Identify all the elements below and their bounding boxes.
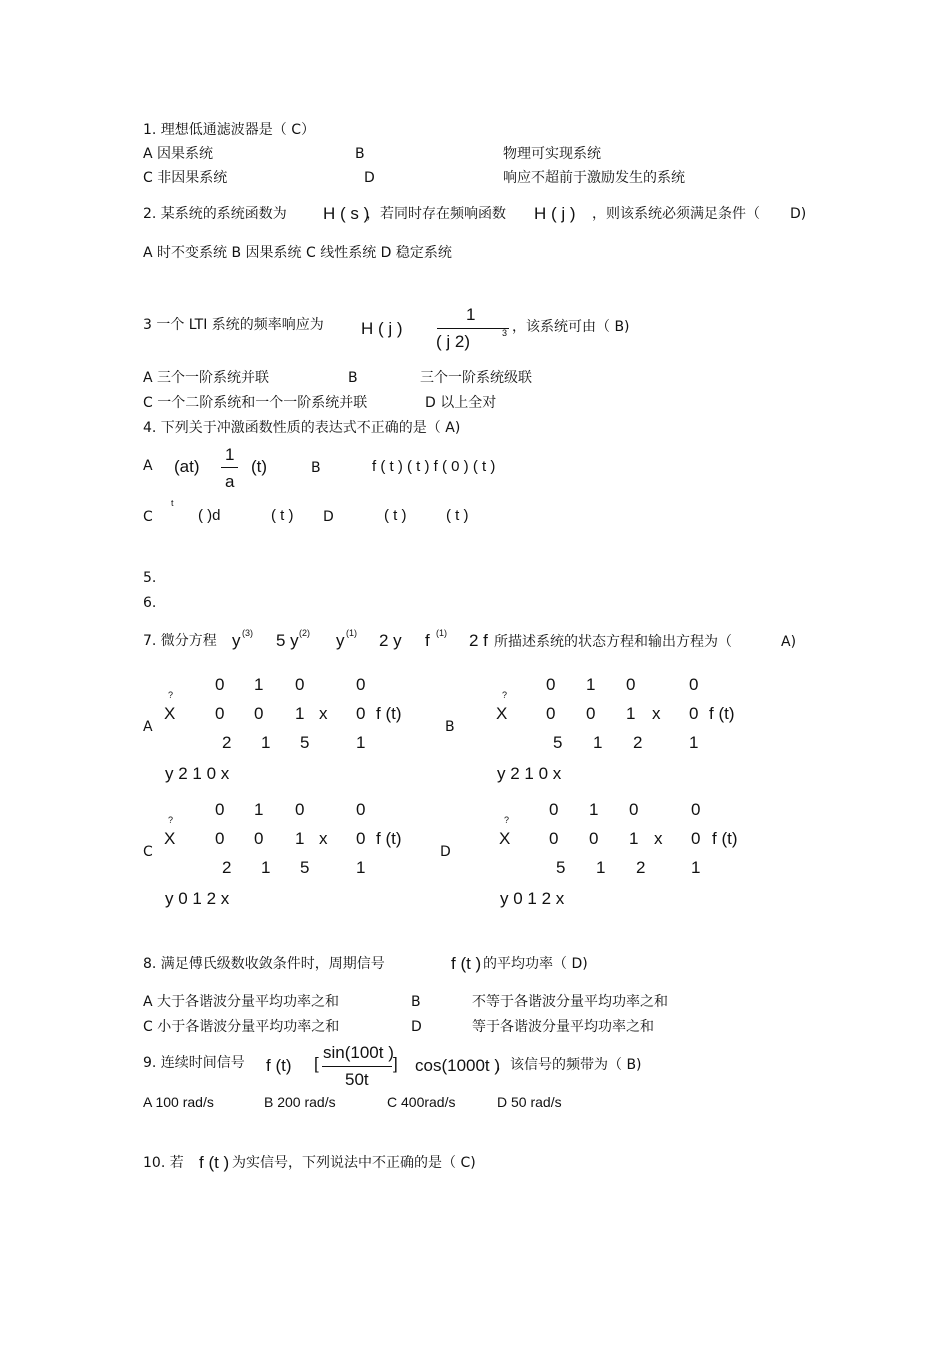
q9-option-c: C 400rad/s — [387, 1094, 456, 1110]
q7-d-X: X — [499, 829, 511, 848]
q3-fraction-line — [437, 328, 509, 329]
q4-c-upper-limit: t — [171, 498, 174, 508]
q7-a-X: X — [164, 704, 176, 723]
q7-c-x: x — [319, 829, 328, 848]
q8-ft: f (t ) — [451, 954, 482, 973]
q7-b-b2: 0 — [689, 704, 699, 723]
q7-a-r1-c1: 0 — [215, 675, 225, 694]
q3-option-c: C 一个二阶系统和一个一阶系统并联 — [143, 395, 368, 411]
q7-y1-sup: (1) — [346, 628, 357, 638]
q7-y3: y — [232, 631, 241, 650]
q7-b-r1-c1: 0 — [546, 675, 556, 694]
q3-option-d: D 以上全对 — [425, 395, 497, 411]
q4-a-label: A — [143, 458, 153, 474]
q7-d-r1-c1: 0 — [549, 800, 559, 819]
q8-stem-a: 8. 满足傅氏级数收敛条件时，周期信号 — [143, 956, 385, 972]
q7-b-output: y 2 1 0 x — [497, 764, 562, 783]
q4-a-denominator: a — [225, 472, 235, 491]
q7-c-r1-c3: 0 — [295, 800, 305, 819]
q1-option-b: 物理可实现系统 — [503, 146, 601, 162]
q7-b-r2-c1: 0 — [546, 704, 556, 723]
q7-c-output: y 0 1 2 x — [165, 889, 230, 908]
q8-option-a: A 大于各谐波分量平均功率之和 — [143, 994, 340, 1010]
q7-a-r2-c2: 0 — [254, 704, 264, 723]
q7-b-x: x — [652, 704, 661, 723]
q3-option-a: A 三个一阶系统并联 — [143, 370, 270, 386]
q3-h: H ( j ) — [361, 319, 403, 338]
q7-b-r2-c3: 1 — [626, 704, 636, 723]
q7-a-b1: 0 — [356, 675, 366, 694]
q4-d-label: D — [323, 509, 334, 525]
q9-stem-a: 9. 连续时间信号 — [143, 1055, 245, 1071]
q4-c-expr: ( )d — [198, 507, 221, 524]
q8-option-d: 等于各谐波分量平均功率之和 — [472, 1019, 654, 1035]
q7-d-output: y 0 1 2 x — [500, 889, 565, 908]
q3-denominator: ( j 2) — [436, 332, 470, 351]
q1-option-d: 响应不超前于激励发生的系统 — [503, 170, 685, 186]
q7-c-b2: 0 — [356, 829, 366, 848]
q7-y3-sup: (3) — [242, 628, 253, 638]
q4-a-fraction-line — [221, 467, 238, 468]
q7-a-r2-c1: 0 — [215, 704, 225, 723]
q2-stem-a: 2. 某系统的系统函数为 — [143, 206, 287, 222]
q7-d-dot: ? — [504, 815, 510, 825]
q9-option-d: D 50 rad/s — [497, 1094, 562, 1110]
q7-c-r1-c2: 1 — [254, 800, 264, 819]
q8-stem-b: 的平均功率（ D) — [483, 956, 588, 972]
q2-options: A 时不变系统 B 因果系统 C 线性系统 D 稳定系统 — [143, 245, 452, 261]
q7-d-b2: 0 — [691, 829, 701, 848]
q7-c-r2-c3: 1 — [295, 829, 305, 848]
q7-d-r1-c3: 0 — [629, 800, 639, 819]
q7-c-ft: f (t) — [376, 829, 402, 848]
q3-option-b: 三个一阶系统级联 — [420, 370, 532, 386]
q7-c-r2-c2: 0 — [254, 829, 264, 848]
q3-numerator: 1 — [466, 305, 476, 324]
q7-a-r1-c2: 1 — [254, 675, 264, 694]
q7-d-r2-c2: 0 — [589, 829, 599, 848]
q1-stem: 1. 理想低通滤波器是（ C） — [143, 122, 316, 138]
q2-stem-b: ，若同时存在频响函数 — [366, 206, 506, 222]
q2-hj: H ( j ) — [534, 204, 576, 223]
q4-d-expr: ( t ) — [384, 507, 407, 524]
q7-stem-b: 所描述系统的状态方程和输出方程为（ — [494, 634, 732, 650]
q7-b-r2-c2: 0 — [586, 704, 596, 723]
q7-c-r3-c3: 5 — [300, 858, 310, 877]
q2-answer: D) — [790, 206, 807, 222]
q4-stem: 4. 下列关于冲激函数性质的表达式不正确的是（ A) — [143, 420, 461, 436]
q7-a-x: x — [319, 704, 328, 723]
q10-stem-b: 为实信号，下列说法中不正确的是（ C) — [232, 1155, 476, 1171]
q3-exponent: 3 — [502, 328, 508, 338]
q7-f1-sup: (1) — [436, 628, 447, 638]
q4-c-label: C — [143, 509, 153, 525]
q8-option-c: C 小于各谐波分量平均功率之和 — [143, 1019, 340, 1035]
q2-hs: H ( s ) — [323, 204, 370, 223]
q4-a-lhs: (at) — [174, 457, 200, 476]
q9-option-a: A 100 rad/s — [143, 1094, 214, 1110]
q7-stem-a: 7. 微分方程 — [143, 633, 217, 649]
q9-fraction-line — [322, 1066, 392, 1067]
q8-option-d-label: D — [411, 1019, 422, 1035]
q7-answer: A) — [781, 634, 797, 650]
q7-d-r3-c3: 2 — [636, 858, 646, 877]
q7-d-ft: f (t) — [712, 829, 738, 848]
q7-y0: 2 y — [379, 631, 402, 650]
q7-d-b1: 0 — [691, 800, 701, 819]
q8-option-b-label: B — [411, 994, 421, 1010]
q7-c-r2-c1: 0 — [215, 829, 225, 848]
q7-b-label: B — [445, 719, 455, 735]
q1-option-c: C 非因果系统 — [143, 170, 228, 186]
q7-a-output: y 2 1 0 x — [165, 764, 230, 783]
q7-b-r3-c2: 1 — [593, 733, 603, 752]
q7-c-r1-c1: 0 — [215, 800, 225, 819]
q5-number: 5. — [143, 570, 157, 586]
q7-a-r2-c3: 1 — [295, 704, 305, 723]
q1-option-b-label: B — [355, 146, 365, 162]
q2-stem-c: ，则该系统必须满足条件（ — [592, 206, 760, 222]
q7-a-r3-c2: 1 — [261, 733, 271, 752]
q10-stem-a: 10. 若 — [143, 1155, 184, 1171]
q7-c-r3-c2: 1 — [261, 858, 271, 877]
q9-ft: f (t) — [266, 1056, 292, 1075]
q7-b-r3-c3: 2 — [633, 733, 643, 752]
q4-b-label: B — [311, 460, 321, 476]
q9-stem-b: ，该信号的频带为（ B) — [496, 1057, 642, 1073]
q4-a-numerator: 1 — [225, 445, 235, 464]
q7-d-r1-c2: 1 — [589, 800, 599, 819]
q3-stem-a: 3 一个 LTI 系统的频率响应为 — [143, 317, 324, 333]
q7-c-X: X — [164, 829, 176, 848]
q9-right-bracket: ] — [393, 1054, 398, 1073]
q7-a-r1-c3: 0 — [295, 675, 305, 694]
q7-c-b1: 0 — [356, 800, 366, 819]
q4-a-rhs: (t) — [251, 457, 268, 476]
q3-option-b-label: B — [348, 370, 358, 386]
q7-c-dot: ? — [168, 815, 174, 825]
q7-f1: f — [425, 631, 430, 650]
q7-b-r1-c2: 1 — [586, 675, 596, 694]
q9-option-b: B 200 rad/s — [264, 1094, 336, 1110]
q7-d-r2-c1: 0 — [549, 829, 559, 848]
q6-number: 6. — [143, 595, 157, 611]
q7-y1: y — [336, 631, 345, 650]
q4-b-expr: f ( t ) ( t ) f ( 0 ) ( t ) — [372, 458, 496, 475]
q7-d-r2-c3: 1 — [629, 829, 639, 848]
q7-b-r1-c3: 0 — [626, 675, 636, 694]
q7-a-ft: f (t) — [376, 704, 402, 723]
q7-a-dot: ? — [168, 690, 174, 700]
q7-y2-sup: (2) — [299, 628, 310, 638]
q7-d-r3-c2: 1 — [596, 858, 606, 877]
q9-cos: cos(1000t ) — [415, 1056, 501, 1075]
q7-a-b2: 0 — [356, 704, 366, 723]
q7-y2: 5 y — [276, 631, 299, 650]
q9-left-bracket: [ — [314, 1054, 319, 1073]
q9-denominator: 50t — [345, 1070, 369, 1089]
q7-b-ft: f (t) — [709, 704, 735, 723]
q1-option-d-label: D — [364, 170, 375, 186]
q7-b-b3: 1 — [689, 733, 699, 752]
q7-a-b3: 1 — [356, 733, 366, 752]
q7-b-r3-c1: 5 — [553, 733, 563, 752]
q7-a-r3-c3: 5 — [300, 733, 310, 752]
q3-stem-b: ，该系统可由（ B) — [512, 319, 630, 335]
q7-b-b1: 0 — [689, 675, 699, 694]
q7-d-label: D — [440, 844, 451, 860]
q4-d-rhs: ( t ) — [446, 507, 469, 524]
q7-a-r3-c1: 2 — [222, 733, 232, 752]
q9-numerator: sin(100t ) — [323, 1043, 394, 1062]
q7-f0: 2 f — [469, 631, 488, 650]
q7-c-b3: 1 — [356, 858, 366, 877]
q7-b-X: X — [496, 704, 508, 723]
q7-d-x: x — [654, 829, 663, 848]
q4-c-rhs: ( t ) — [271, 507, 294, 524]
q10-ft: f (t ) — [199, 1153, 230, 1172]
q8-option-b: 不等于各谐波分量平均功率之和 — [472, 994, 668, 1010]
q7-d-r3-c1: 5 — [556, 858, 566, 877]
q7-c-r3-c1: 2 — [222, 858, 232, 877]
q7-d-b3: 1 — [691, 858, 701, 877]
q7-c-label: C — [143, 844, 153, 860]
q7-b-dot: ? — [502, 690, 508, 700]
q7-a-label: A — [143, 719, 153, 735]
q1-option-a: A 因果系统 — [143, 146, 214, 162]
